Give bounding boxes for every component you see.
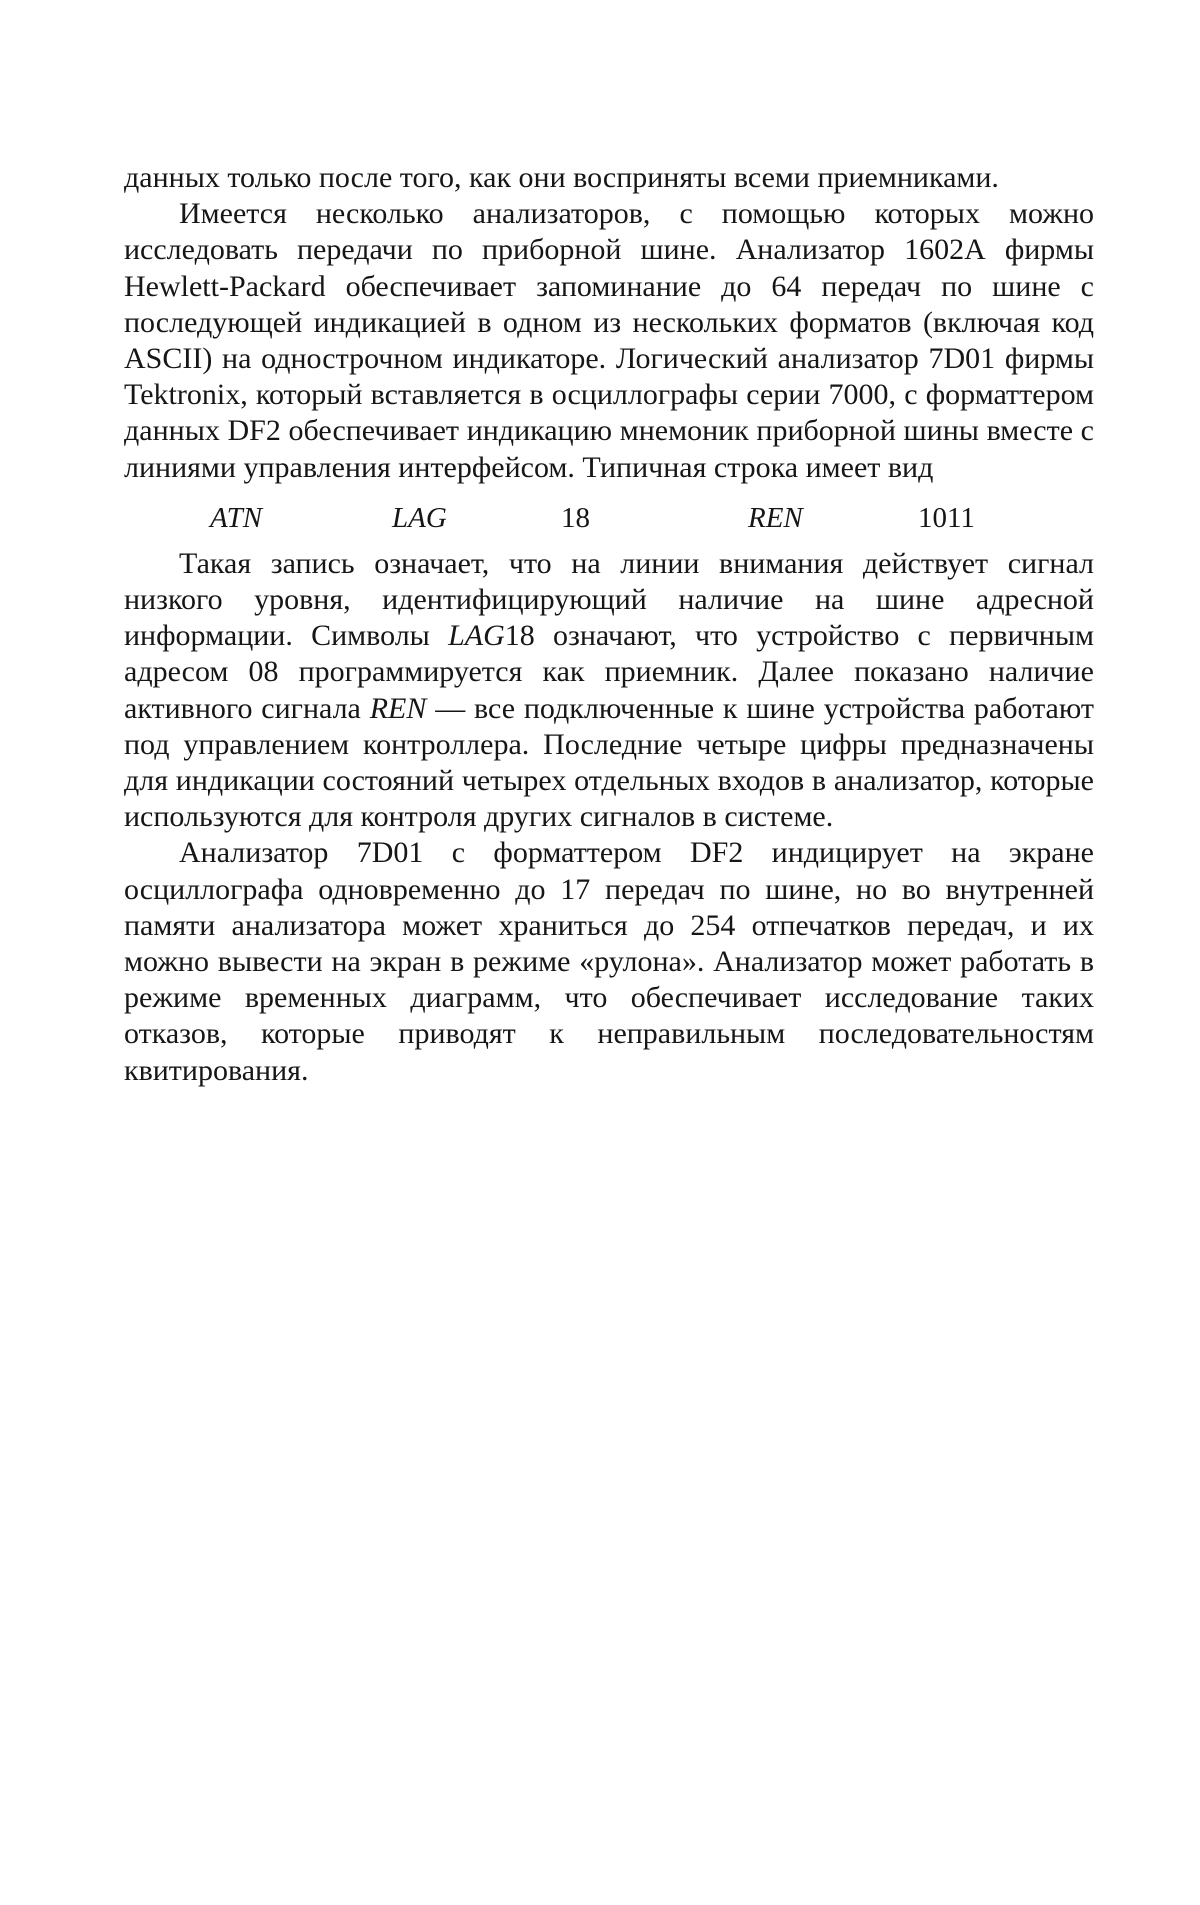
- document-page: [124, 160, 1094, 1089]
- bus-token-lag: LAG: [392, 501, 447, 534]
- paragraph-3-part-3: — все подключенные к шине устройства работают под управлением контроллера. Последние четыре цифры предназначены для индикации состояний четырех отдельных входов в анализатор, которые используются для контроля других сигналов в системе.: [124, 691, 1094, 834]
- bus-token-inputs: 1011: [918, 501, 975, 534]
- bus-token-address: 18: [561, 501, 590, 534]
- bus-token-atn: ATN: [210, 501, 263, 534]
- paragraph-3-part-1: Такая запись означает, что на линии внимания действует сигнал низкого уровня, идентифицирующий наличие на шине адресной информации. Символы: [124, 546, 1094, 653]
- paragraph-1: данных только после того, как они восприняты всеми приемниками.: [124, 161, 999, 194]
- bus-token-ren: REN: [748, 501, 803, 534]
- term-lag: LAG: [448, 619, 505, 653]
- paragraph-3-part-2: 18 означают, что устройство с первичным адресом 08 программируется как приемник. Далее показано наличие активного сигнала: [124, 619, 1094, 725]
- paragraph-2: Имеется несколько анализаторов, с помощью которых можно исследовать передачи по приборной шине. Анализатор 1602А фирмы Hewlett-Packard обеспечивает запоминание до 64 передач по шине с последующей индикацией в одном из нескольких форматов (включая код ASCII) на однострочном индикаторе. Логический анализатор 7D01 фирмы Tektronix, который вставляется в осциллографы серии 7000, с форматтером данных DF2 обеспечивает индикацию мнемоник приборной шины вместе с линиями управления интерфейсом. Типичная строка имеет вид: [124, 197, 1094, 484]
- paragraph-3: [124, 546, 1094, 836]
- paragraph-4: Анализатор 7D01 с форматтером DF2 индицирует на экране осциллографа одновременно до 17 передач по шине, но во внутренней памяти анализатора может храниться до 254 отпечатков передач, и их можно вывести на экран в режиме «рулона». Анализатор может работать в режиме временных диаграмм, что обеспечивает исследование таких отказов, которые приводят к неправильным последовательностям квитирования.: [124, 836, 1094, 1087]
- term-ren: REN: [369, 691, 427, 725]
- bus-display-line: [124, 494, 1094, 542]
